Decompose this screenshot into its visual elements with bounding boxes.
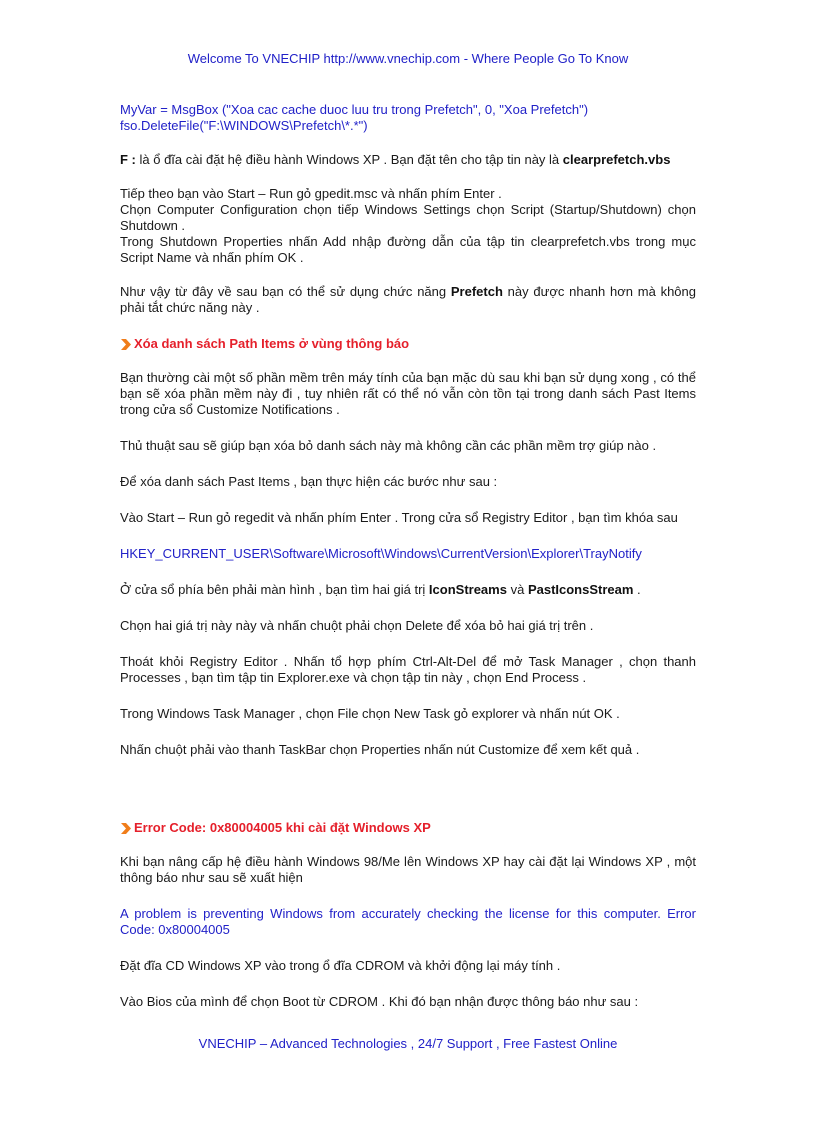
section-heading-path-items bbox=[120, 336, 696, 352]
prefetch-paragraph bbox=[120, 284, 696, 316]
error-message: A problem is preventing Windows from accurately checking the license for this computer. Error Code: 0x80004005 bbox=[120, 906, 696, 937]
step-line-1: Tiếp theo bạn vào Start – Run gỏ gpedit.msc và nhấn phím Enter . bbox=[120, 186, 502, 201]
page-content bbox=[120, 102, 696, 1010]
value-past-icons-stream: PastIconsStream bbox=[527, 582, 634, 597]
registry-values-paragraph bbox=[120, 582, 696, 598]
value-icon-streams: IconStreams bbox=[428, 582, 507, 597]
paragraph: Trong Windows Task Manager , chọn File chọn New Task gỏ explorer và nhấn nút OK . bbox=[120, 706, 620, 721]
paragraph: Thủ thuật sau sẽ giúp bạn xóa bỏ danh sách này mà không cần các phần mềm trợ giúp nào . bbox=[120, 438, 657, 453]
file-name: clearprefetch.vbs bbox=[562, 152, 671, 167]
code-line-1: MyVar = MsgBox ("Xoa cac cache duoc luu tru trong Prefetch", 0, "Xoa Prefetch") bbox=[120, 102, 589, 117]
prefetch-text-a: Như vậy từ đây về sau bạn có thể sử dụng chức năng bbox=[120, 284, 451, 299]
paragraph: Để xóa danh sách Past Items , bạn thực hiện các bước như sau : bbox=[120, 474, 498, 489]
registry-key: HKEY_CURRENT_USER\Software\Microsoft\Windows\CurrentVersion\Explorer\TrayNotify bbox=[120, 546, 642, 561]
paragraph: Vào Start – Run gỏ regedit và nhấn phím Enter . Trong cửa sổ Registry Editor , bạn tìm khóa sau bbox=[120, 510, 678, 525]
paragraph: Chọn hai giá trị này này và nhấn chuột phải chọn Delete để xóa bỏ hai giá trị trên . bbox=[120, 618, 594, 633]
prefetch-text-b: này được nhanh hơn mà không phải tắt chức năng này . bbox=[120, 284, 697, 315]
arrow-bullet-icon bbox=[120, 339, 131, 350]
paragraph: Bạn thường cài một số phần mềm trên máy tính của bạn mặc dù sau khi bạn sử dụng xong , có thể bạn sẽ xóa phần mềm này đi , tuy nhiên rất có thể nó vẫn còn tồn tại trong danh sách Past Items trong cửa sổ Customize Notifications . bbox=[120, 370, 696, 417]
section-heading-error-code bbox=[120, 820, 696, 836]
page-header: Welcome To VNECHIP http://www.vnechip.com - Where People Go To Know bbox=[187, 51, 629, 66]
paragraph-text: và bbox=[506, 582, 528, 597]
section-heading-text: Error Code: 0x80004005 khi cài đặt Windows XP bbox=[134, 820, 431, 835]
step-line-3: Trong Shutdown Properties nhấn Add nhập đường dẫn của tập tin clearprefetch.vbs trong mục Script Name và nhấn phím OK . bbox=[120, 234, 696, 265]
drive-letter: F : bbox=[120, 152, 136, 167]
code-line-2: fso.DeleteFile("F:\WINDOWS\Prefetch\*.*") bbox=[120, 118, 368, 133]
step-line-2: Chọn Computer Configuration chọn tiếp Windows Settings chọn Script (Startup/Shutdown) chọn Shutdown . bbox=[120, 202, 696, 233]
arrow-bullet-icon bbox=[120, 823, 131, 834]
paragraph-text: . bbox=[633, 582, 641, 597]
paragraph: Nhấn chuột phải vào thanh TaskBar chọn Properties nhấn nút Customize để xem kết quả . bbox=[120, 742, 640, 757]
section-heading-text: Xóa danh sách Path Items ở vùng thông báo bbox=[134, 336, 410, 351]
prefetch-bold: Prefetch bbox=[450, 284, 503, 299]
page-footer: VNECHIP – Advanced Technologies , 24/7 Support , Free Fastest Online bbox=[198, 1036, 618, 1051]
paragraph-text: Ở cửa sổ phía bên phải màn hình , bạn tìm hai giá trị bbox=[120, 582, 429, 597]
drive-paragraph bbox=[120, 152, 696, 168]
paragraph: Thoát khỏi Registry Editor . Nhấn tổ hợp phím Ctrl-Alt-Del để mở Task Manager , chọn thanh Processes , bạn tìm tập tin Explorer.exe và chọn tập tin này , chọn End Process . bbox=[120, 654, 696, 685]
paragraph: Khi bạn nâng cấp hệ điều hành Windows 98/Me lên Windows XP hay cài đặt lại Windows XP , một thông báo như sau sẽ xuất hiện bbox=[120, 854, 696, 885]
paragraph: Vào Bios của mình để chọn Boot từ CDROM . Khi đó bạn nhận được thông báo như sau : bbox=[120, 994, 639, 1009]
paragraph: Đặt đĩa CD Windows XP vào trong ổ đĩa CDROM và khởi động lại máy tính . bbox=[120, 958, 561, 973]
drive-text: là ổ đĩa cài đặt hệ điều hành Windows XP . Bạn đặt tên cho tập tin này là bbox=[135, 152, 563, 167]
